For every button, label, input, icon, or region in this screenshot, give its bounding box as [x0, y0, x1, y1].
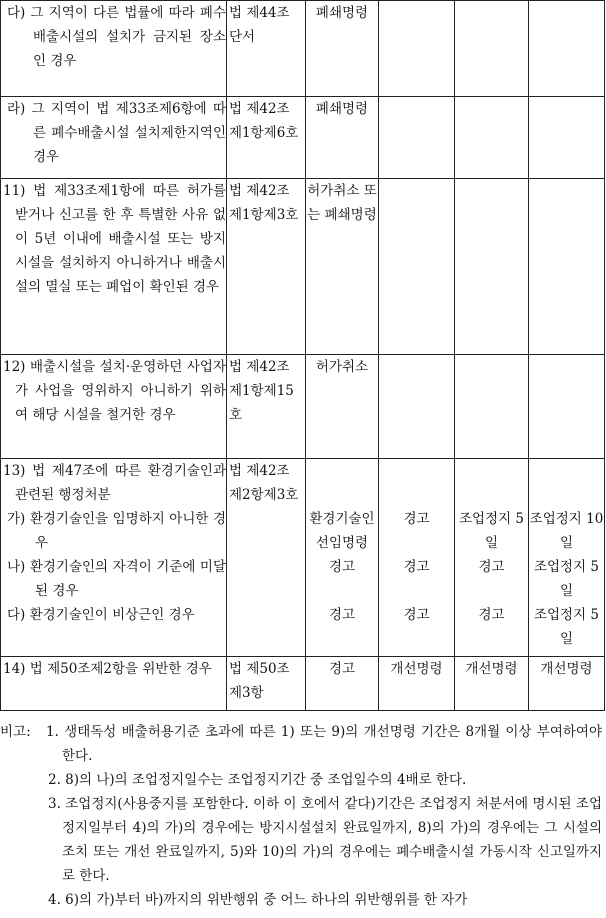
table-row: [1, 1, 605, 97]
table-row: [1, 355, 605, 459]
penalty-fourth-cell: [529, 179, 605, 355]
table-row: [1, 459, 605, 657]
penalty-fourth-cell: 조업정지 10일 조업정지 5일 조업정지 5일: [529, 459, 605, 657]
penalty-fourth-cell: [529, 97, 605, 179]
penalty-fourth-cell: [529, 1, 605, 97]
violation-cell: [1, 459, 227, 657]
penalty-third-cell: [455, 355, 529, 459]
penalty-second-cell: [379, 1, 455, 97]
violation-sub-item: 나) 환경기술인의 자격이 기준에 미달된 경우: [7, 559, 226, 599]
penalty-fourth-cell: [529, 355, 605, 459]
violation-heading: 13) 법 제47조에 따른 환경기술인과 관련된 행정처분: [3, 463, 226, 503]
violation-cell: 라) 그 지역이 법 제33조제6항에 따른 폐수배출시설 설치제한지역인 경우: [1, 97, 227, 179]
penalty-third-cell: [455, 1, 529, 97]
table-row: [1, 657, 605, 711]
note-item: 4. 6)의 가)부터 바)까지의 위반행위 중 어느 하나의 위반행위를 한 자가: [48, 892, 468, 908]
penalty-first-cell: 허가취소: [306, 355, 379, 459]
penalty-first-cell: 환경기술인 선임명령 경고 경고: [306, 459, 379, 657]
penalty-second-cell: [379, 179, 455, 355]
legal-basis-cell: 법 제42조 제1항제6호: [227, 97, 306, 179]
notes-section: [0, 720, 602, 912]
legal-basis-cell: 법 제50조 제3항: [227, 657, 306, 711]
penalty-third-cell: 조업정지 5일 경고 경고: [455, 459, 529, 657]
penalty-second-cell: 경고 경고 경고: [379, 459, 455, 657]
penalty-first-cell: 폐쇄명령: [306, 1, 379, 97]
penalty-first-cell: 경고: [306, 657, 379, 711]
legal-basis-cell: 법 제42조 제1항제15호: [227, 355, 306, 459]
note-item: 2. 8)의 나)의 조업정지일수는 조업정지기간 중 조업일수의 4배로 한다.: [48, 772, 467, 788]
violation-cell: 11) 법 제33조제1항에 따른 허가를 받거나 신고를 한 후 특별한 사유 없이 5년 이내에 배출시설 또는 방지시설을 설치하지 아니하거나 배출시설의 멸실 또는 폐업이 확인된 경우: [1, 179, 227, 355]
penalty-first-cell: 폐쇄명령: [306, 97, 379, 179]
note-item: 3. 조업정지(사용중지를 포함한다. 이하 이 호에서 같다)기간은 조업정지 처분서에 명시된 조업정지일부터 4)의 가)의 경우에는 방지시설설치 완료일까지, 8)의 가)의 경우에는 그 시설의 조치 또는 개선 완료일까지, 5)와 10)의 가)의 경우에는 폐수배출시설 가동시작 신고일까지로 한다.: [48, 796, 602, 884]
table-row: [1, 179, 605, 355]
penalty-third-cell: [455, 179, 529, 355]
penalty-second-cell: [379, 97, 455, 179]
penalty-first-cell: 허가취소 또는 폐쇄명령: [306, 179, 379, 355]
legal-basis-cell: 법 제42조 제2항제3호: [227, 459, 306, 657]
legal-basis-cell: 법 제42조 제1항제3호: [227, 179, 306, 355]
note-first-line: [0, 720, 602, 768]
penalty-third-cell: 개선명령: [455, 657, 529, 711]
notes-label: 비고:: [0, 724, 31, 740]
penalty-second-cell: 개선명령: [379, 657, 455, 711]
penalty-fourth-cell: 개선명령: [529, 657, 605, 711]
violation-cell: 14) 법 제50조제2항을 위반한 경우: [1, 657, 227, 711]
violation-cell: 다) 그 지역이 다른 법률에 따라 폐수배출시설의 설치가 금지된 장소인 경우: [1, 1, 227, 97]
violation-cell: 12) 배출시설을 설치·운영하던 사업자가 사업을 영위하지 아니하기 위하여 해당 시설을 철거한 경우: [1, 355, 227, 459]
penalty-third-cell: [455, 97, 529, 179]
legal-basis-cell: 법 제44조 단서: [227, 1, 306, 97]
table-row: [1, 97, 605, 179]
violation-sub-item: 다) 환경기술인이 비상근인 경우: [7, 607, 195, 623]
note-item: 1. 생태독성 배출허용기준 초과에 따른 1) 또는 9)의 개선명령 기간은 8개월 이상 부여하여야 한다.: [46, 724, 602, 764]
violation-sub-item: 가) 환경기술인을 임명하지 아니한 경우: [7, 511, 226, 551]
penalty-second-cell: [379, 355, 455, 459]
